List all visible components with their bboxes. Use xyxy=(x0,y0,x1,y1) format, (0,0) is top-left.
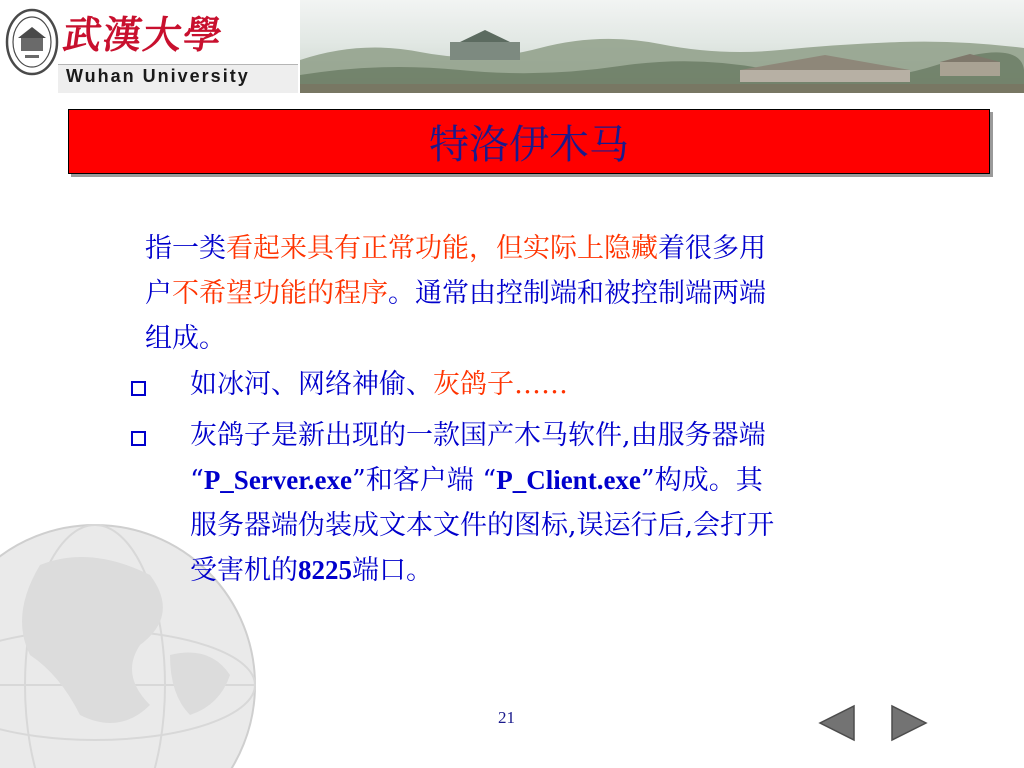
triangle-left-icon xyxy=(820,706,854,740)
bullet-item-1 xyxy=(190,362,568,407)
bullet-text: 受害机的 xyxy=(190,555,298,586)
intro-text: 。通常由控制端和被控制端两端 xyxy=(388,278,766,309)
client-filename: P_Client.exe xyxy=(496,465,641,495)
intro-line-1 xyxy=(145,226,945,271)
university-seal-icon xyxy=(5,7,59,77)
intro-text: 指一类 xyxy=(145,233,226,264)
bullet-text: ”和客户端 “ xyxy=(352,465,497,496)
bullet2-line-4 xyxy=(190,548,950,593)
triangle-right-icon xyxy=(892,706,926,740)
next-slide-button[interactable] xyxy=(890,704,930,742)
page-number: 21 xyxy=(498,708,515,727)
header-banner xyxy=(0,0,1024,93)
intro-highlight: 看起来具有正常功能，但实际上隐藏 xyxy=(226,233,658,264)
intro-text: 户 xyxy=(145,278,172,309)
intro-line-3: 组成。 xyxy=(145,323,226,354)
bullet2-line-1: 灰鸽子是新出现的一款国产木马软件,由服务器端 xyxy=(190,420,766,451)
bullet-text: 如冰河、网络神偷、 xyxy=(190,369,433,400)
slide-title-box xyxy=(68,109,990,174)
slide-title: 特洛伊木马 xyxy=(429,122,629,168)
port-number: 8225 xyxy=(298,555,352,585)
intro-line-2 xyxy=(145,271,945,316)
brand-english-name: Wuhan University xyxy=(66,66,250,86)
bullet2-line-2 xyxy=(190,458,950,503)
bullet2-line-3: 服务器端伪装成文本文件的图标,误运行后,会打开 xyxy=(190,510,775,541)
bullet-item-2 xyxy=(190,413,950,593)
brand-chinese-name: 武漢大學 xyxy=(60,12,227,57)
intro-highlight: 不希望功能的程序 xyxy=(172,278,388,309)
bullet-square-icon xyxy=(131,381,146,396)
bullet-square-icon xyxy=(131,431,146,446)
quote-mark: “ xyxy=(190,465,204,496)
bullet-highlight: 灰鸽子…… xyxy=(433,369,568,400)
bullet-text: 端口。 xyxy=(352,555,433,586)
logo-area xyxy=(0,0,300,93)
bullet-text: ”构成。其 xyxy=(640,465,763,496)
intro-text: 着很多用 xyxy=(658,233,766,264)
campus-photo-banner xyxy=(300,0,1024,93)
prev-slide-button[interactable] xyxy=(816,704,856,742)
intro-paragraph xyxy=(145,226,945,361)
server-filename: P_Server.exe xyxy=(203,465,352,495)
